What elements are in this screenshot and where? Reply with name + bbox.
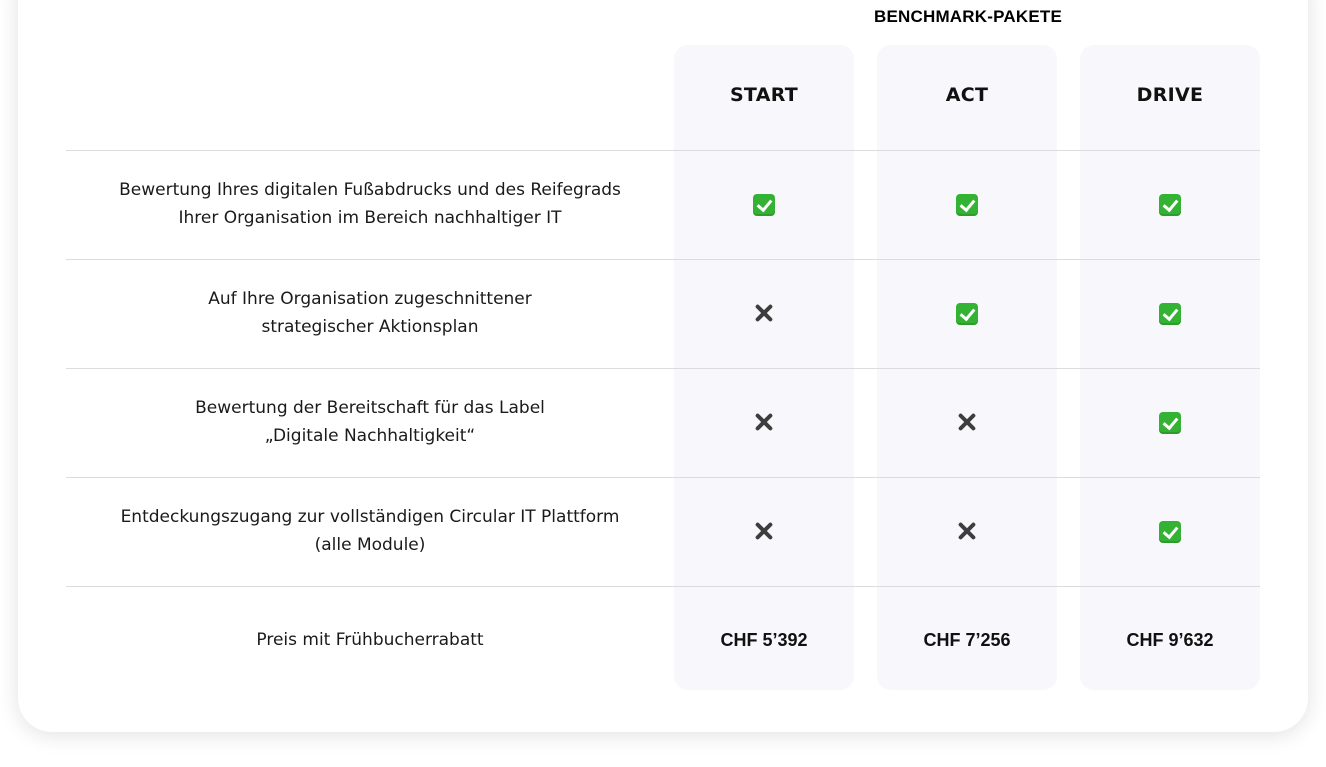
feature-label xyxy=(66,176,674,232)
row-divider xyxy=(66,150,1260,151)
check-box-icon xyxy=(1159,521,1181,543)
price-start: CHF 5’392 xyxy=(720,630,808,650)
check-box-icon xyxy=(956,194,978,216)
check-box-icon xyxy=(1159,303,1181,325)
feature-cell-start xyxy=(674,303,854,327)
row-divider xyxy=(66,368,1260,369)
feature-label-line: Ihrer Organisation im Bereich nachhaltiger IT xyxy=(178,208,562,228)
row-divider xyxy=(66,477,1260,478)
check-box-icon xyxy=(1159,412,1181,434)
row-divider xyxy=(66,259,1260,260)
feature-label-line: (alle Module) xyxy=(314,535,426,555)
section-title: BENCHMARK-PAKETE xyxy=(874,7,1062,26)
price-drive: CHF 9’632 xyxy=(1126,630,1214,650)
feature-cell-drive xyxy=(1080,521,1260,547)
feature-label xyxy=(66,503,674,559)
cross-icon xyxy=(957,521,977,541)
feature-label-line: strategischer Aktionsplan xyxy=(261,317,479,337)
check-box-icon xyxy=(1159,194,1181,216)
cross-icon xyxy=(754,412,774,432)
row-divider xyxy=(66,586,1260,587)
feature-cell-start xyxy=(674,412,854,436)
feature-cell-act xyxy=(877,521,1057,545)
feature-label-line: Bewertung der Bereitschaft für das Label xyxy=(195,398,545,418)
check-box-icon xyxy=(956,303,978,325)
check-box-icon xyxy=(753,194,775,216)
cross-icon xyxy=(957,412,977,432)
price-row-label: Preis mit Frühbucherrabatt xyxy=(256,630,484,650)
price-act: CHF 7’256 xyxy=(923,630,1011,650)
feature-label-line: Bewertung Ihres digitalen Fußabdrucks und des Reifegrads xyxy=(119,180,621,200)
feature-cell-start xyxy=(674,194,854,220)
feature-label-line: „Digitale Nachhaltigkeit“ xyxy=(264,426,476,446)
package-header-start: START xyxy=(729,84,799,106)
feature-label-line: Entdeckungszugang zur vollständigen Circular IT Plattform xyxy=(120,507,620,527)
feature-cell-drive xyxy=(1080,412,1260,438)
cross-icon xyxy=(754,303,774,323)
feature-label xyxy=(66,285,674,341)
feature-cell-act xyxy=(877,303,1057,329)
package-header-act: ACT xyxy=(945,84,989,106)
feature-cell-drive xyxy=(1080,303,1260,329)
cross-icon xyxy=(754,521,774,541)
feature-label-line: Auf Ihre Organisation zugeschnittener xyxy=(208,289,532,309)
feature-cell-act xyxy=(877,412,1057,436)
package-header-drive: DRIVE xyxy=(1136,84,1204,106)
feature-cell-drive xyxy=(1080,194,1260,220)
feature-cell-act xyxy=(877,194,1057,220)
feature-label xyxy=(66,394,674,450)
feature-cell-start xyxy=(674,521,854,545)
